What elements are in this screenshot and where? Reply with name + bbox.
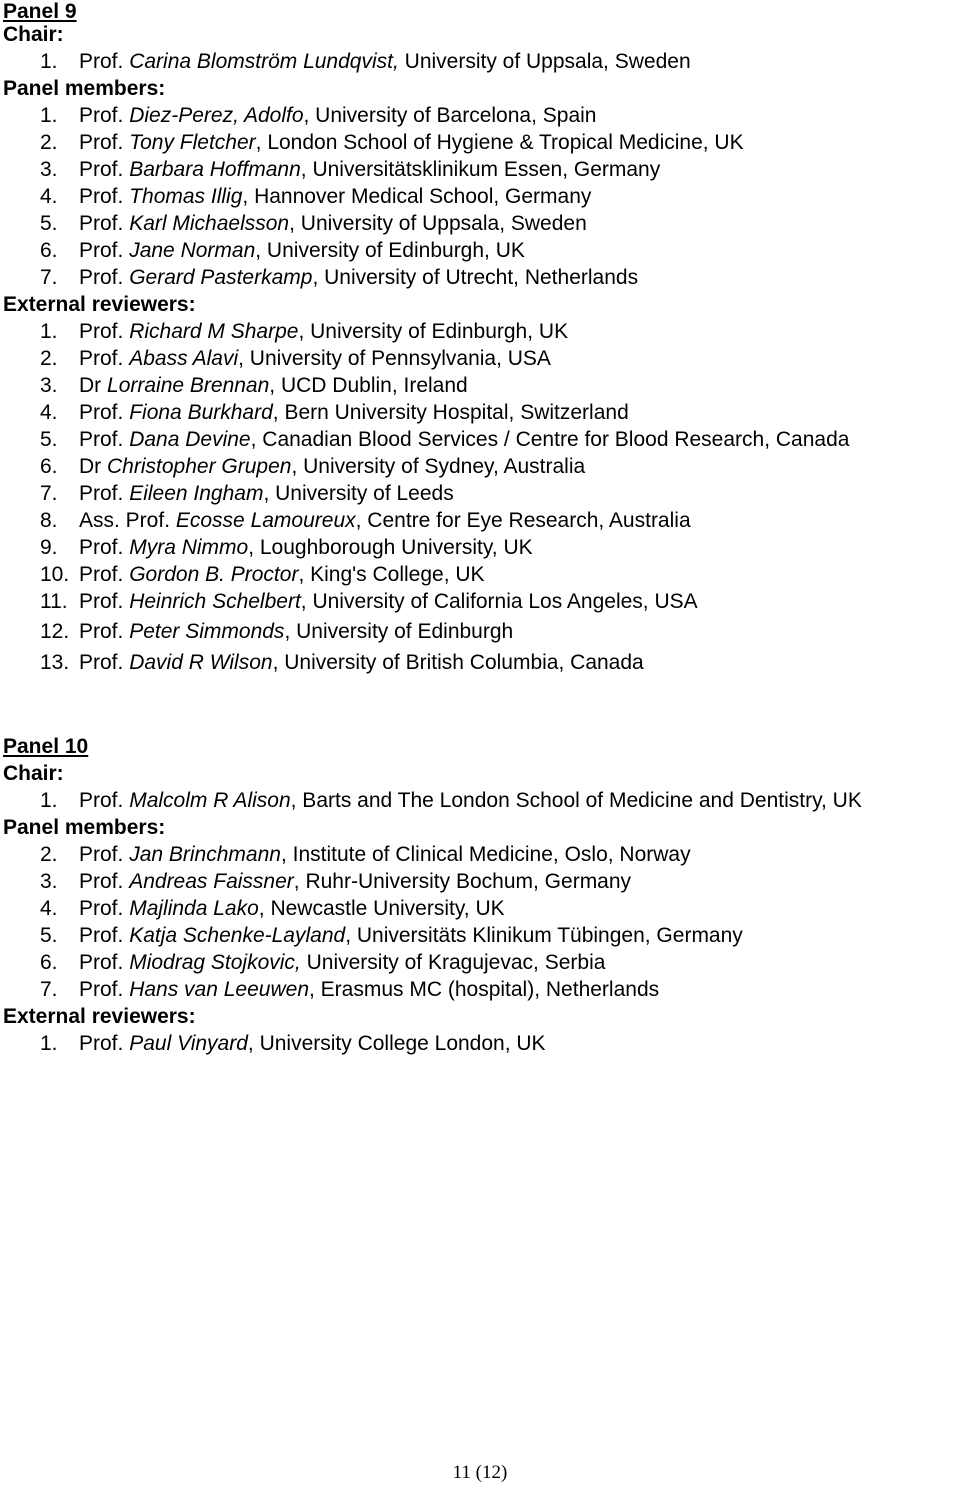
list-item-number: 10. — [40, 563, 70, 586]
person-title: Prof. — [79, 620, 124, 643]
person-affiliation: , University of Utrecht, Netherlands — [312, 266, 639, 289]
page-number: 11 (12) — [452, 1462, 508, 1483]
chair-heading: Chair: — [3, 23, 64, 46]
person-title: Prof. — [79, 1032, 124, 1055]
list-item-text — [79, 843, 691, 867]
person-name: Lorraine Brennan — [107, 374, 270, 397]
list-item-text — [79, 185, 591, 209]
list-item-text — [79, 212, 587, 236]
chair-heading: Chair: — [3, 762, 64, 785]
person-affiliation: , University of Leeds — [263, 482, 454, 505]
person-affiliation: , University of Edinburgh — [284, 620, 514, 643]
list-item-number: 1. — [40, 789, 58, 812]
person-title: Prof. — [79, 651, 124, 674]
list-item-number: 5. — [40, 924, 58, 947]
list-item-number: 12. — [40, 620, 70, 643]
person-title: Prof. — [79, 401, 124, 424]
list-item-number: 5. — [40, 428, 58, 451]
person-title: Prof. — [79, 50, 124, 73]
person-affiliation: , University of Pennsylvania, USA — [238, 347, 551, 370]
person-title: Prof. — [79, 563, 124, 586]
person-name: Fiona Burkhard — [129, 401, 273, 424]
list-item-text — [79, 651, 644, 675]
list-item-number: 1. — [40, 50, 58, 73]
list-item-text — [79, 374, 468, 398]
person-title: Prof. — [79, 843, 124, 866]
person-affiliation: , Canadian Blood Services / Centre for Blood Research, Canada — [250, 428, 850, 451]
person-title: Prof. — [79, 158, 124, 181]
list-item-number: 13. — [40, 651, 70, 674]
person-name: Jan Brinchmann — [129, 843, 281, 866]
list-item-number: 6. — [40, 239, 58, 262]
list-item-text — [79, 455, 585, 479]
list-item-number: 3. — [40, 870, 58, 893]
person-name: Paul Vinyard — [129, 1032, 248, 1055]
list-item-text — [79, 620, 513, 644]
list-item-text — [79, 789, 862, 813]
person-affiliation: , University of Barcelona, Spain — [303, 104, 597, 127]
list-item-number: 2. — [40, 347, 58, 370]
external-reviewers-heading: External reviewers: — [3, 1005, 196, 1028]
person-name: Myra Nimmo — [129, 536, 249, 559]
list-item-number: 4. — [40, 897, 58, 920]
panel-members-heading: Panel members: — [3, 816, 166, 839]
person-name: Thomas Illig — [129, 185, 243, 208]
person-title: Ass. Prof. — [79, 509, 171, 532]
person-title: Prof. — [79, 131, 124, 154]
list-item-text — [79, 978, 659, 1002]
list-item-text — [79, 347, 551, 371]
person-affiliation: , Loughborough University, UK — [248, 536, 533, 559]
person-affiliation: , Universitätsklinikum Essen, Germany — [300, 158, 661, 181]
person-name: Christopher Grupen — [107, 455, 292, 478]
list-item-text — [79, 536, 533, 560]
list-item-number: 8. — [40, 509, 58, 532]
person-affiliation: , Universitäts Klinikum Tübingen, Germany — [345, 924, 743, 947]
person-title: Prof. — [79, 951, 124, 974]
person-name: Diez-Perez, Adolfo — [129, 104, 304, 127]
list-item-number: 3. — [40, 158, 58, 181]
person-title: Prof. — [79, 104, 124, 127]
person-name: Gordon B. Proctor — [129, 563, 299, 586]
list-item-text — [79, 104, 596, 128]
person-name: Heinrich Schelbert — [129, 590, 301, 613]
list-item-text — [79, 563, 485, 587]
person-title: Prof. — [79, 239, 124, 262]
person-title: Prof. — [79, 185, 124, 208]
person-affiliation: University of Uppsala, Sweden — [398, 50, 691, 73]
list-item-number: 5. — [40, 212, 58, 235]
person-name: Gerard Pasterkamp — [129, 266, 313, 289]
person-affiliation: , Barts and The London School of Medicine and Dentistry, UK — [290, 789, 862, 812]
list-item-number: 2. — [40, 843, 58, 866]
person-affiliation: , University of Sydney, Australia — [291, 455, 586, 478]
person-name: David R Wilson — [129, 651, 273, 674]
person-title: Prof. — [79, 428, 124, 451]
list-item-number: 11. — [40, 590, 68, 613]
person-title: Prof. — [79, 897, 124, 920]
list-item-number: 3. — [40, 374, 58, 397]
list-item-text — [79, 158, 660, 182]
person-title: Prof. — [79, 590, 124, 613]
person-name: Hans van Leeuwen — [129, 978, 309, 1001]
person-affiliation: University of Kragujevac, Serbia — [300, 951, 606, 974]
person-affiliation: , University of Edinburgh, UK — [255, 239, 525, 262]
person-name: Tony Fletcher — [129, 131, 256, 154]
list-item-text — [79, 428, 849, 452]
list-item-text — [79, 482, 454, 506]
person-affiliation: , Newcastle University, UK — [258, 897, 505, 920]
person-affiliation: , King's College, UK — [298, 563, 485, 586]
person-name: Katja Schenke-Layland — [129, 924, 346, 947]
person-affiliation: , London School of Hygiene & Tropical Medicine, UK — [255, 131, 744, 154]
person-name: Carina Blomström Lundqvist, — [129, 50, 399, 73]
panel-members-heading: Panel members: — [3, 77, 166, 100]
person-affiliation: , Institute of Clinical Medicine, Oslo, Norway — [280, 843, 691, 866]
person-title: Prof. — [79, 789, 124, 812]
person-title: Prof. — [79, 266, 124, 289]
person-affiliation: , University of Edinburgh, UK — [298, 320, 569, 343]
list-item-text — [79, 401, 629, 425]
person-title: Dr — [79, 455, 102, 478]
person-title: Prof. — [79, 924, 124, 947]
list-item-number: 7. — [40, 978, 58, 1001]
person-title: Prof. — [79, 212, 124, 235]
list-item-text — [79, 239, 525, 263]
person-affiliation: , University of British Columbia, Canada — [272, 651, 644, 674]
list-item-text — [79, 870, 631, 894]
list-item-number: 1. — [40, 320, 58, 343]
list-item-text — [79, 590, 698, 614]
list-item-number: 7. — [40, 266, 58, 289]
list-item-text — [79, 897, 505, 921]
list-item-number: 1. — [40, 104, 58, 127]
list-item-text — [79, 320, 568, 344]
person-name: Peter Simmonds — [129, 620, 285, 643]
panel-title: Panel 10 — [3, 735, 89, 758]
person-title: Dr — [79, 374, 102, 397]
list-item-text — [79, 951, 605, 975]
list-item-number: 4. — [40, 401, 58, 424]
list-item-number: 9. — [40, 536, 58, 559]
person-name: Jane Norman — [129, 239, 256, 262]
person-affiliation: , University of Uppsala, Sweden — [289, 212, 587, 235]
person-affiliation: , Erasmus MC (hospital), Netherlands — [309, 978, 660, 1001]
person-affiliation: , Centre for Eye Research, Australia — [355, 509, 691, 532]
list-item-text — [79, 509, 691, 533]
person-name: Majlinda Lako — [129, 897, 259, 920]
person-affiliation: , Hannover Medical School, Germany — [242, 185, 592, 208]
person-affiliation: , UCD Dublin, Ireland — [269, 374, 468, 397]
person-name: Karl Michaelsson — [129, 212, 290, 235]
person-title: Prof. — [79, 320, 124, 343]
panel-title: Panel 9 — [3, 0, 77, 23]
person-name: Eileen Ingham — [129, 482, 264, 505]
list-item-number: 1. — [40, 1032, 58, 1055]
list-item-text — [79, 1032, 546, 1056]
person-title: Prof. — [79, 978, 124, 1001]
list-item-text — [79, 50, 691, 74]
person-title: Prof. — [79, 347, 124, 370]
list-item-text — [79, 924, 743, 948]
person-title: Prof. — [79, 536, 124, 559]
person-title: Prof. — [79, 870, 124, 893]
list-item-number: 6. — [40, 455, 58, 478]
list-item-number: 2. — [40, 131, 58, 154]
person-affiliation: , Ruhr-University Bochum, Germany — [293, 870, 632, 893]
person-name: Miodrag Stojkovic, — [129, 951, 301, 974]
person-name: Malcolm R Alison — [129, 789, 291, 812]
person-name: Abass Alavi — [129, 347, 239, 370]
list-item-text — [79, 131, 744, 155]
person-name: Dana Devine — [129, 428, 251, 451]
list-item-number: 4. — [40, 185, 58, 208]
list-item-text — [79, 266, 638, 290]
person-name: Andreas Faissner — [129, 870, 294, 893]
list-item-number: 7. — [40, 482, 58, 505]
person-affiliation: , University of California Los Angeles, USA — [300, 590, 698, 613]
person-name: Ecosse Lamoureux — [175, 509, 356, 532]
person-affiliation: , Bern University Hospital, Switzerland — [272, 401, 629, 424]
person-affiliation: , University College London, UK — [247, 1032, 546, 1055]
person-name: Barbara Hoffmann — [129, 158, 301, 181]
list-item-number: 6. — [40, 951, 58, 974]
person-name: Richard M Sharpe — [129, 320, 299, 343]
person-title: Prof. — [79, 482, 124, 505]
external-reviewers-heading: External reviewers: — [3, 293, 196, 316]
